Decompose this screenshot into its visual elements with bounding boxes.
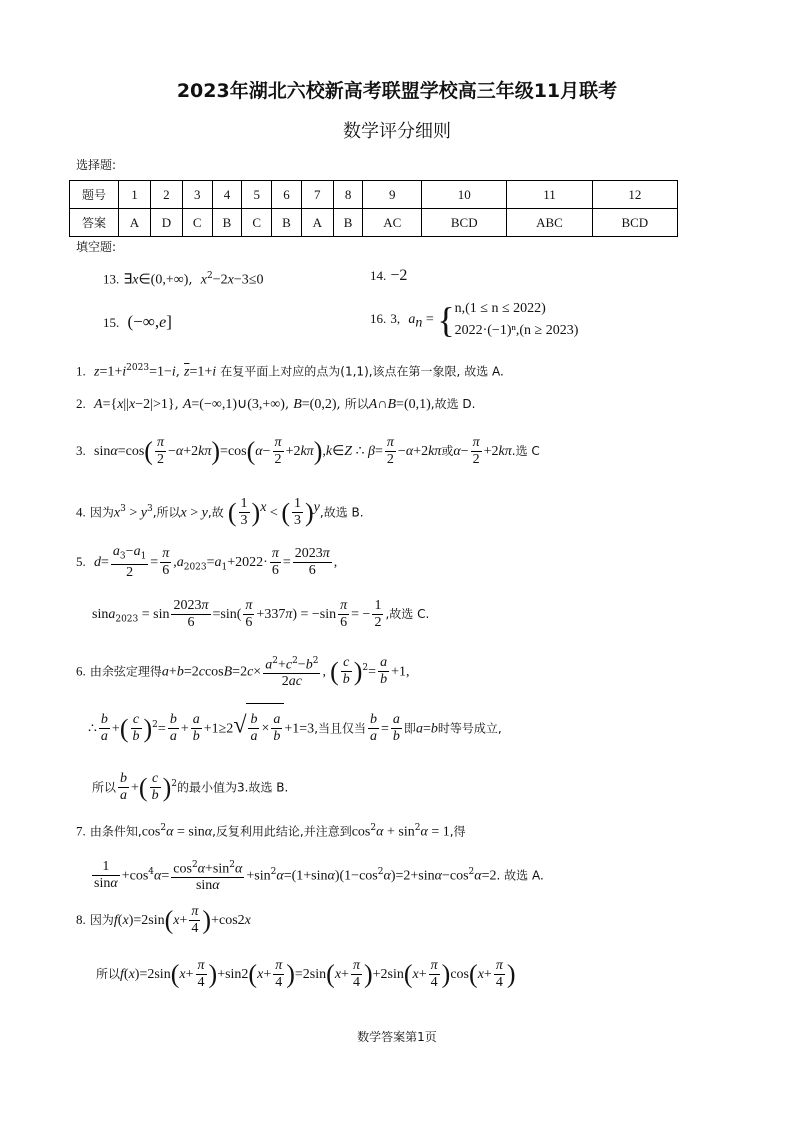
question-number-cell: 8 [333,181,363,209]
question-number-cell: 7 [301,181,333,209]
page-subtitle: 数学评分细则 [343,121,451,142]
answer-cell: B [212,209,242,237]
fill-answer-13: 13. ∃x∈(0,+∞), $x^2-2x-3\le 0$ [103,271,264,288]
answer-cell: B [272,209,302,237]
solution-6-line-3: 所以 $\frac{b}{a}$ +( $\frac{c}{b}$ )$^2$的最小值为3.故选 B. [92,771,289,804]
answer-cell: C [242,209,272,237]
question-number-cell: 2 [150,181,182,209]
choice-answer-table [69,180,678,237]
solution-7-line-2: $\frac{1}{\sin\alpha}$ $+\cos^4\alpha=$ $\frac{\cos^2\alpha+\sin^2\alpha}{\sin\alpha}$ $+\sin^2\alpha=(1+\sin\alpha)(1-\cos^2\alpha)=2+\sin\alpha-\cos^2\alpha=2$. 故选 A. [94,859,544,894]
fill-answer-15: 15. (−∞,e] [103,312,172,331]
fill-section-label: 填空题: [76,240,117,254]
solution-2: 2. A={x||x−2|>1}, A=(−∞,1)∪(3,+∞), B=(0,2), 所以A∩B=(0,1),故选 D. [76,396,476,412]
question-number-cell: 4 [212,181,242,209]
answer-cell: BCD [592,209,677,237]
answer-cell: A [119,209,151,237]
solution-1: 1. $z=1+i^{2023}=1-i$, $\overline{z}=1+i$ 在复平面上对应的点为(1,1),该点在第一象限, 故选 A. [76,363,504,380]
page-title: 2023年湖北六校新高考联盟学校高三年级11月联考 [176,80,618,102]
answer-cell: ABC [507,209,592,237]
answer-cell: C [182,209,212,237]
answer-row [70,209,678,237]
question-row-label: 题号 [70,181,119,209]
answer-cell: AC [363,209,422,237]
solution-4: 4. 因为$x^3 > y^3$,所以x > y,故 ( $\frac{1}{3}$ )$^x$ < ( $\frac{1}{3}$ )$^y$,故选 B. [76,496,364,529]
page-footer: 数学答案第1页 [357,1030,437,1044]
solution-8-line-1: 8. 因为f(x)=2sin(x+ $\frac{\pi}{4}$ )+cos2x [76,904,251,936]
fill-answer-16: 16. 3, $a_n$ = { n,(1 ≤ n ≤ 2022) 2022·(−1)ⁿ,(n ≥ 2023) [370,299,579,340]
answer-cell: A [301,209,333,237]
question-number-cell: 9 [363,181,422,209]
question-number-cell: 5 [242,181,272,209]
question-number-cell: 11 [507,181,592,209]
question-number-row [70,181,678,209]
solution-3: 3. sinα=cos( $\frac{\pi}{2}$ −α+2kπ)=cos(α− $\frac{\pi}{2}$ +2kπ),k∈Z ∴ β= $\frac{\pi}{2}$ −α+2kπ或α− $\frac{\pi}{2}$ +2kπ.选 C [76,435,540,467]
choice-section-label: 选择题: [76,158,117,172]
solution-5-line-2: sina$_{2023}$ = sin $\frac{2023\pi}{6}$ =sin( $\frac{\pi}{6}$ +337π) = −sin $\frac{\pi}{6}$ = − $\frac{1}{2}$ ,故选 C. [92,598,430,630]
question-number-cell: 6 [272,181,302,209]
answer-row-label: 答案 [70,209,119,237]
answer-cell: BCD [422,209,507,237]
answer-cell: D [150,209,182,237]
question-number-cell: 3 [182,181,212,209]
question-number-cell: 1 [119,181,151,209]
fill-answer-14: 14. −2 [370,267,408,284]
answer-cell: B [333,209,363,237]
solution-6-line-2: ∴ $\frac{b}{a}$ +( $\frac{c}{b}$ )$^2$= $\frac{b}{a}$ + $\frac{a}{b}$ +1≥2√ $\frac{b}{a}$ × $\frac{a}{b}$ +1=3,当且仅当 $\frac{b}{a}$ = $\frac{a}{b}$ 即a=b时等号成立, [88,700,502,754]
question-number-cell: 12 [592,181,677,209]
solution-6-line-1: 6. 由余弦定理得a+b=2ccosB=2c× $\frac{a^2+c^2-b^2}{2ac}$ , ( $\frac{c}{b}$ )$^2$= $\frac{a}{b}$ +1, [76,655,410,690]
solution-7-line-1: 7. 由条件知$,\cos^2\alpha = \sin\alpha$,反复利用此结论,并注意到$\cos^2\alpha + \sin^2\alpha = 1$,得 [76,823,466,840]
question-number-cell: 10 [422,181,507,209]
solution-8-line-2: 所以f(x)=2sin(x+ $\frac{\pi}{4}$ )+sin2(x+ $\frac{\pi}{4}$ )=2sin(x+ $\frac{\pi}{4}$ )+2sin(x+ $\frac{\pi}{4}$ )cos(x+ $\frac{\pi}{4}$ ) [96,958,516,990]
solution-5-line-1: 5. d= $\frac{a_3-a_1}{2}$ = $\frac{\pi}{6}$ $,a_{2023}=a_1+2022\cdot$ $\frac{\pi}{6}$ = $\frac{2023\pi}{6}$ , [76,543,338,581]
